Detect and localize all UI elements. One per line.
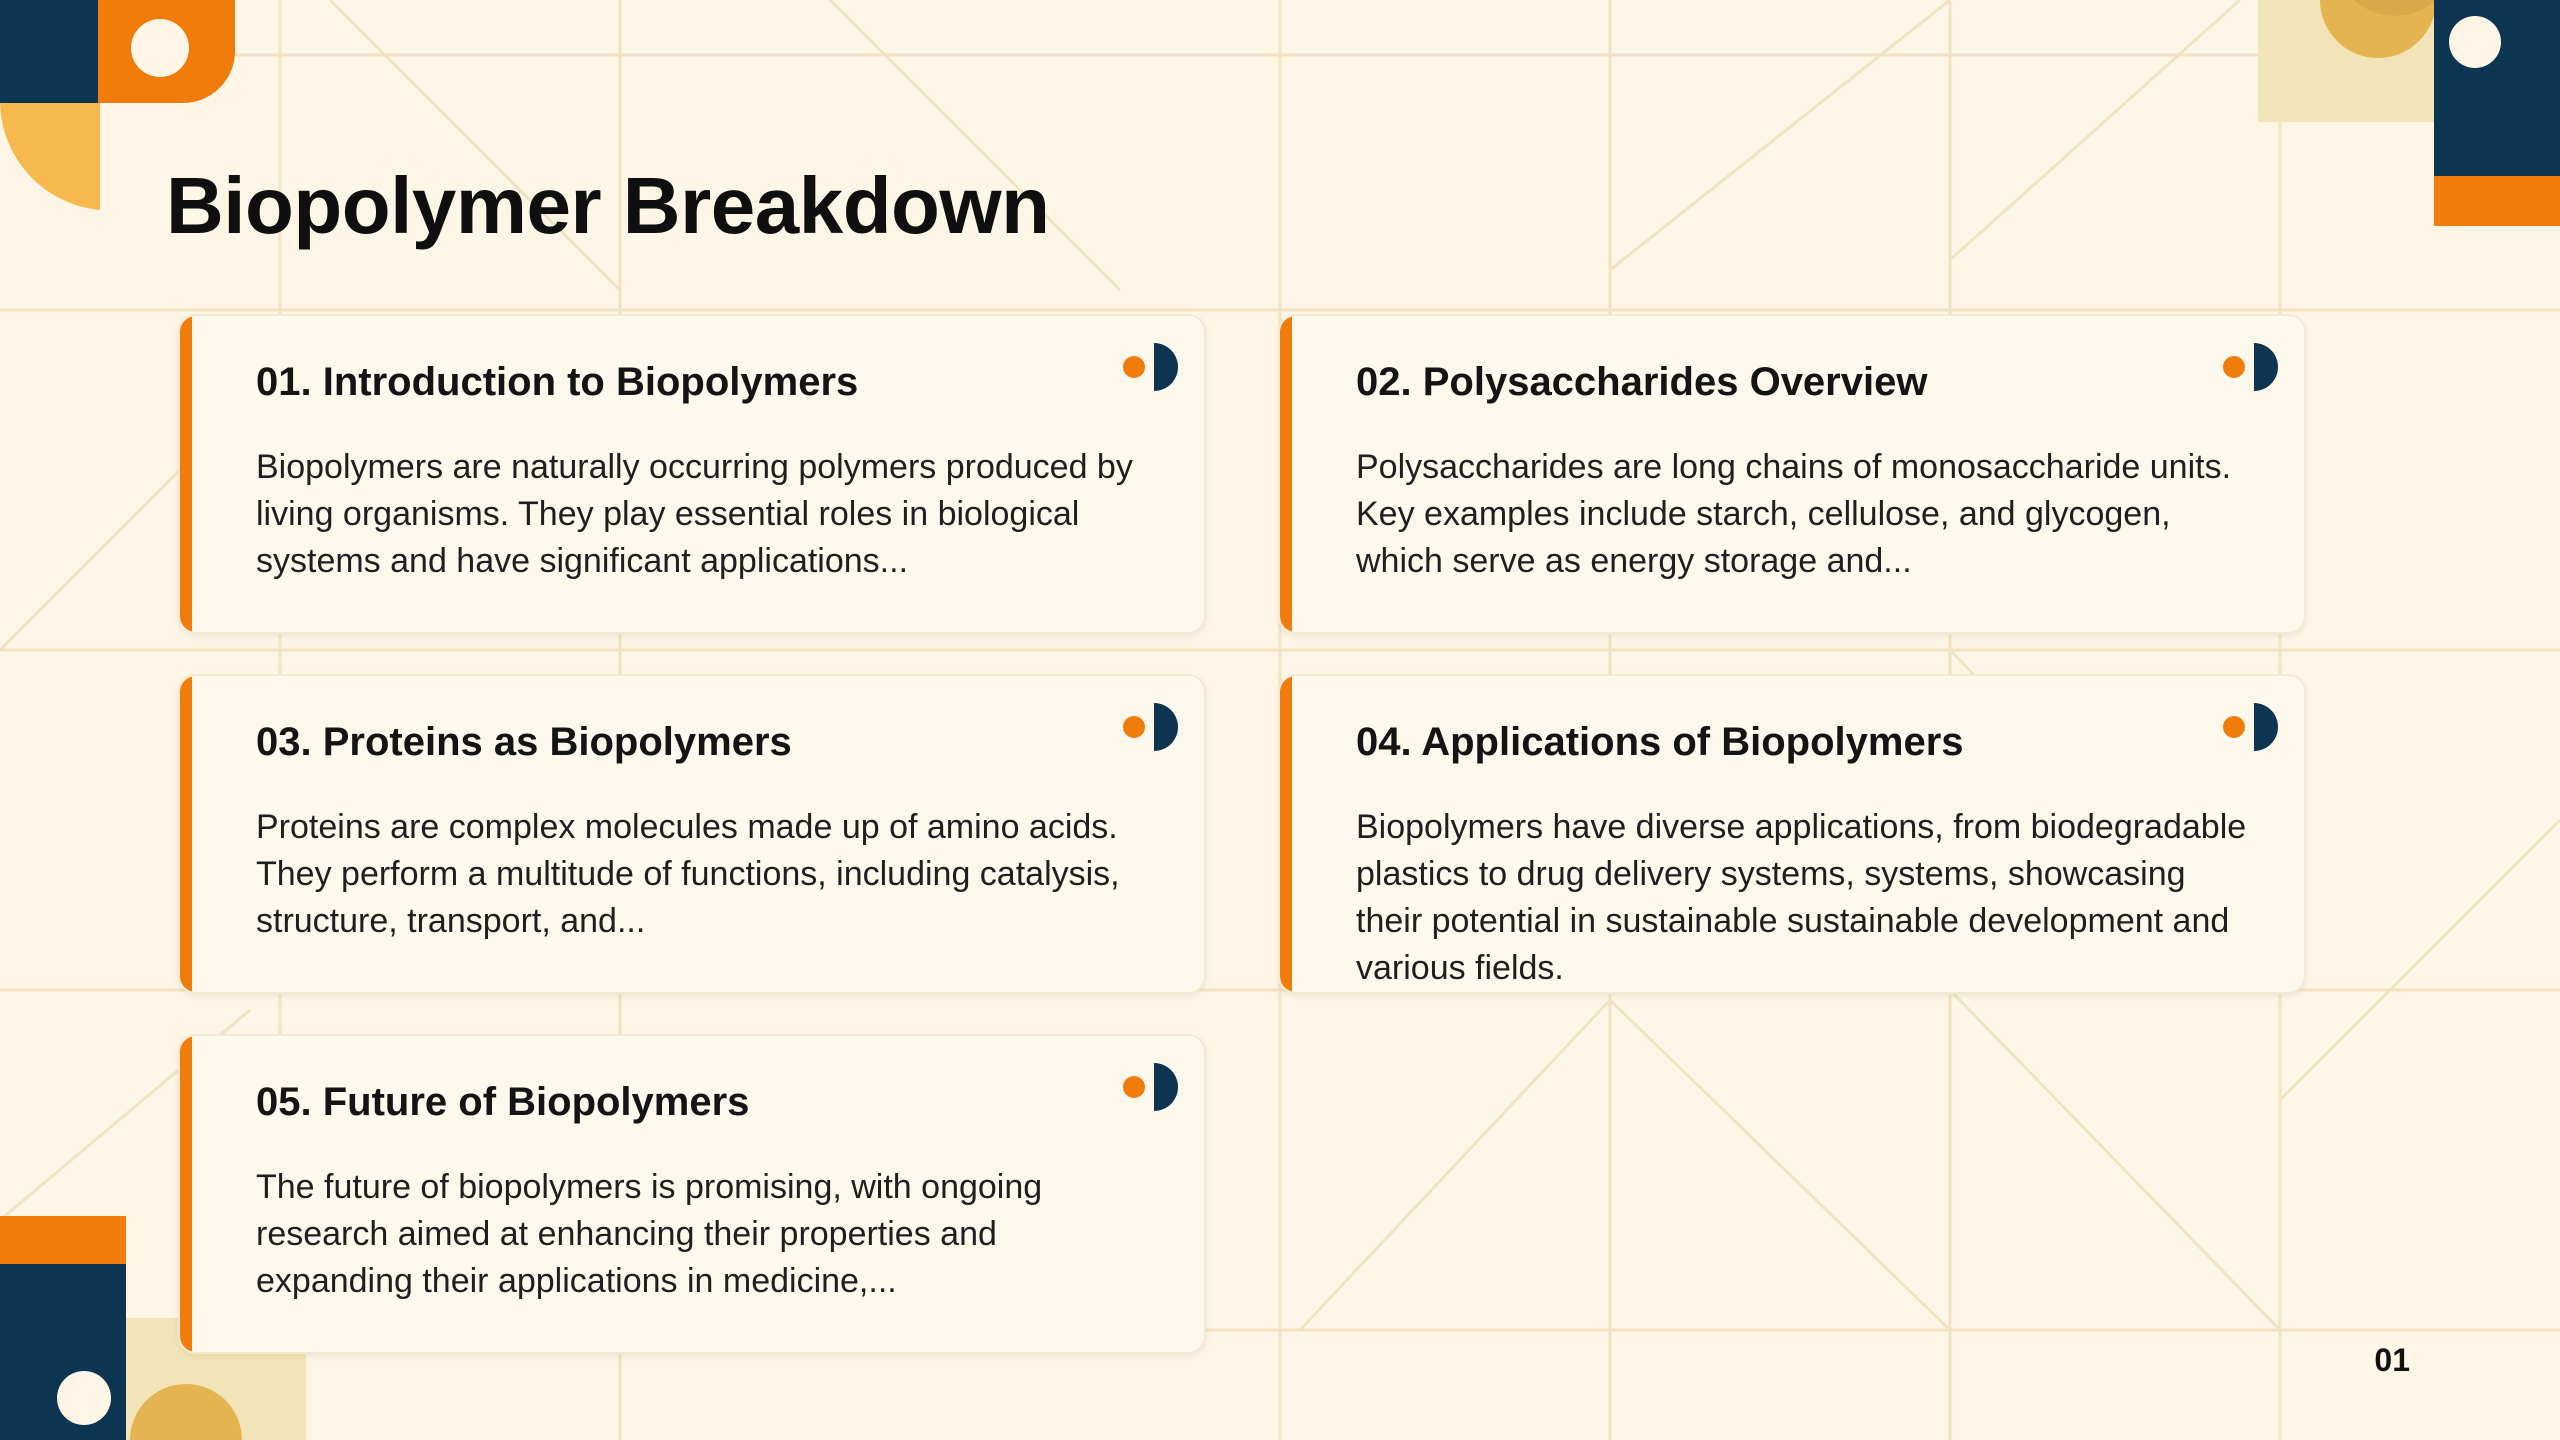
- top-right-decoration: [2240, 0, 2560, 230]
- card-title: 01. Introduction to Biopolymers: [256, 360, 859, 404]
- card-accent-bar: [180, 316, 192, 632]
- card-body: Biopolymers have diverse applications, from biodegradable plastics to drug delivery systems, systems, showcasing their potential in sustainable sustainable development and various fields.: [1356, 808, 2247, 987]
- card-title: 05. Future of Biopolymers: [256, 1080, 750, 1124]
- card-polysaccharides: [1278, 314, 2306, 634]
- card-accent-bar: [1280, 316, 1292, 632]
- half-circle-dot-icon: [1120, 1058, 1180, 1118]
- card-accent-bar: [180, 676, 192, 992]
- card-body: Polysaccharides are long chains of monosaccharide units. Key examples include starch, cellulose, and glycogen, which serve as energy storage and...: [1356, 448, 2232, 580]
- half-circle-dot-icon: [1120, 698, 1180, 758]
- page-number: 01: [2374, 1342, 2410, 1378]
- card-future: [178, 1034, 1206, 1354]
- card-title: 04. Applications of Biopolymers: [1356, 720, 1964, 764]
- card-body: Proteins are complex molecules made up of amino acids. They perform a multitude of functions, including catalysis, structure, transport, and...: [256, 808, 1120, 940]
- half-circle-dot-icon: [1120, 338, 1180, 398]
- card-title: 03. Proteins as Biopolymers: [256, 720, 792, 764]
- half-circle-dot-icon: [2220, 698, 2280, 758]
- card-proteins: [178, 674, 1206, 994]
- card-accent-bar: [180, 1036, 192, 1352]
- half-circle-dot-icon: [2220, 338, 2280, 398]
- card-applications: [1278, 674, 2306, 994]
- card-accent-bar: [1280, 676, 1292, 992]
- card-body: The future of biopolymers is promising, with ongoing research aimed at enhancing their properties and expanding their applications in medicine,...: [256, 1168, 1043, 1300]
- slide-title: Biopolymer Breakdown: [166, 161, 1050, 250]
- card-introduction: [178, 314, 1206, 634]
- card-title: 02. Polysaccharides Overview: [1356, 360, 1928, 404]
- card-body: Biopolymers are naturally occurring polymers produced by living organisms. They play essential roles in biological systems and have significant applications...: [256, 448, 1133, 580]
